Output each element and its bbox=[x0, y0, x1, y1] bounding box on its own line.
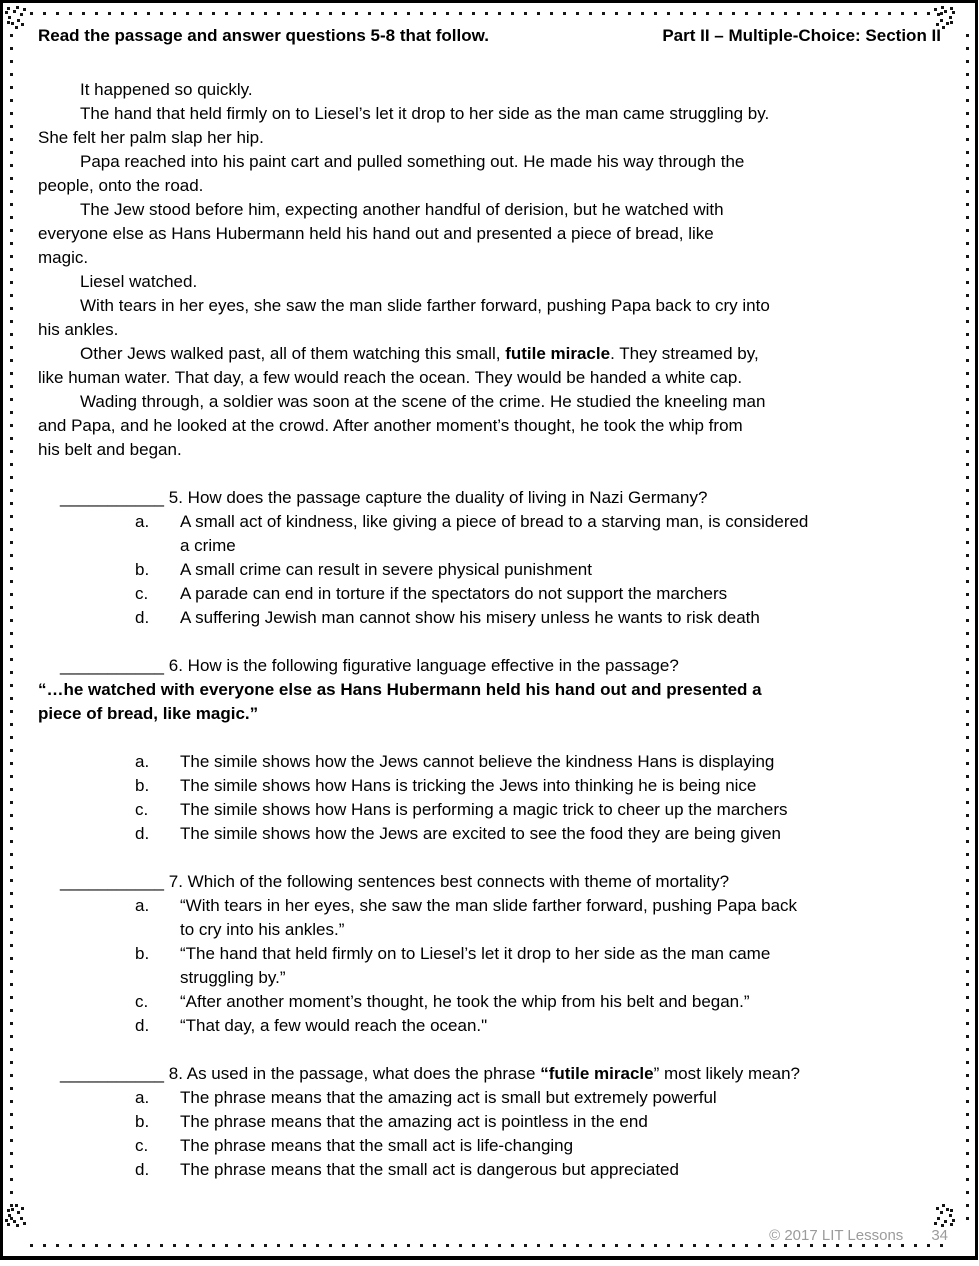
option-text-line: The simile shows how the Jews cannot believe the kindness Hans is displaying bbox=[180, 752, 775, 771]
option-text bbox=[180, 1158, 679, 1182]
option-letter: b. bbox=[135, 560, 150, 579]
option-row bbox=[38, 582, 941, 606]
option-text bbox=[180, 1110, 648, 1134]
options-list bbox=[38, 1086, 941, 1182]
question-number: 6. bbox=[168, 656, 183, 675]
option-text bbox=[180, 558, 592, 582]
option-row bbox=[38, 822, 941, 846]
option-text bbox=[180, 774, 756, 798]
dotted-border-right bbox=[966, 34, 969, 1224]
option-row bbox=[38, 798, 941, 822]
option-text-line: “The hand that held firmly on to Liesel’s let it drop to her side as the man came bbox=[180, 944, 771, 963]
text: his belt and began. bbox=[38, 440, 182, 459]
option-letter: d. bbox=[135, 824, 150, 843]
text: people, onto the road. bbox=[38, 176, 204, 195]
option-text-line: The phrase means that the small act is life-changing bbox=[180, 1136, 574, 1155]
text: everyone else as Hans Hubermann held his hand out and presented a piece of bread, like bbox=[38, 224, 714, 243]
question-prompt bbox=[187, 1064, 800, 1083]
passage-line bbox=[38, 102, 941, 126]
option-text bbox=[180, 606, 760, 630]
option-letter: a. bbox=[135, 512, 150, 531]
answer-blank: ___________ bbox=[60, 656, 165, 675]
options-list bbox=[38, 894, 941, 1038]
passage-line bbox=[38, 270, 941, 294]
question-number: 7. bbox=[168, 872, 183, 891]
text: and Papa, and he looked at the crowd. After another moment’s thought, he took the whip from bbox=[38, 416, 743, 435]
option-row bbox=[38, 558, 941, 582]
option-text-line: A suffering Jewish man cannot show his misery unless he wants to risk death bbox=[180, 608, 760, 627]
answer-blank: ___________ bbox=[60, 872, 165, 891]
question-line bbox=[38, 1062, 941, 1086]
question-7 bbox=[38, 870, 941, 1038]
option-row bbox=[38, 1134, 941, 1158]
option-text bbox=[180, 582, 727, 606]
text: Liesel watched. bbox=[80, 272, 198, 291]
option-letter: c. bbox=[135, 992, 149, 1011]
option-text-line: A parade can end in torture if the spectators do not support the marchers bbox=[180, 584, 728, 603]
passage-line bbox=[38, 198, 941, 222]
option-text-line: struggling by.” bbox=[180, 968, 286, 987]
text: like human water. That day, a few would reach the ocean. They would be handed a white cap. bbox=[38, 368, 743, 387]
option-letter: a. bbox=[135, 752, 150, 771]
option-letter: b. bbox=[135, 776, 150, 795]
passage-line bbox=[38, 366, 941, 390]
question-prompt bbox=[188, 656, 679, 675]
bold-text: futile miracle bbox=[505, 344, 611, 363]
page-footer bbox=[769, 1227, 948, 1245]
page-number: 34 bbox=[931, 1227, 948, 1244]
passage-line bbox=[38, 78, 941, 102]
option-letter: c. bbox=[135, 584, 149, 603]
dotted-border-left bbox=[10, 34, 13, 1224]
answer-blank: ___________ bbox=[60, 488, 165, 507]
option-text-line: The phrase means that the small act is dangerous but appreciated bbox=[180, 1160, 679, 1179]
option-text-line: A small act of kindness, like giving a piece of bread to a starving man, is considered bbox=[180, 512, 809, 531]
options-list bbox=[38, 510, 941, 630]
option-row bbox=[38, 1014, 941, 1038]
questions-list bbox=[38, 486, 941, 1182]
option-text bbox=[180, 1086, 717, 1110]
option-row bbox=[38, 606, 941, 630]
text: The hand that held firmly on to Liesel’s let it drop to her side as the man came struggling by. bbox=[80, 104, 770, 123]
option-letter: b. bbox=[135, 944, 150, 963]
question-line bbox=[38, 870, 941, 894]
passage-line bbox=[38, 222, 941, 246]
dotted-border-top bbox=[30, 12, 949, 15]
text: She felt her palm slap her hip. bbox=[38, 128, 264, 147]
option-text bbox=[180, 990, 750, 1014]
corner-dots-top-left bbox=[7, 7, 10, 10]
option-text-line: “That day, a few would reach the ocean." bbox=[180, 1016, 488, 1035]
question-5 bbox=[38, 486, 941, 630]
text: Which of the following sentences best connects with theme of mortality? bbox=[187, 872, 730, 891]
option-letter: d. bbox=[135, 1160, 150, 1179]
option-letter: c. bbox=[135, 1136, 149, 1155]
option-row bbox=[38, 774, 941, 798]
option-row bbox=[38, 1110, 941, 1134]
corner-dots-bottom-right bbox=[950, 1223, 953, 1226]
option-text-line: a crime bbox=[180, 536, 236, 555]
question-6 bbox=[38, 654, 941, 846]
option-row bbox=[38, 1158, 941, 1182]
text: Other Jews walked past, all of them watching this small, bbox=[80, 344, 506, 363]
passage-line bbox=[38, 414, 941, 438]
option-text-line: A small crime can result in severe physical punishment bbox=[180, 560, 592, 579]
text: . They streamed by, bbox=[610, 344, 759, 363]
text: It happened so quickly. bbox=[80, 80, 253, 99]
passage-line bbox=[38, 438, 941, 462]
option-row bbox=[38, 990, 941, 1014]
options-list bbox=[38, 750, 941, 846]
question-line bbox=[38, 654, 941, 678]
option-text-line: “After another moment’s thought, he took the whip from his belt and began.” bbox=[180, 992, 750, 1011]
corner-dots-bottom-left bbox=[7, 1223, 10, 1226]
option-text-line: The phrase means that the amazing act is small but extremely powerful bbox=[180, 1088, 717, 1107]
text: With tears in her eyes, she saw the man slide farther forward, pushing Papa back to cry into bbox=[80, 296, 770, 315]
question-number: 5. bbox=[168, 488, 183, 507]
instructions-label: Read the passage and answer questions 5-8 that follow. bbox=[38, 26, 489, 45]
option-letter: d. bbox=[135, 1016, 150, 1035]
answer-blank: ___________ bbox=[60, 1064, 165, 1083]
option-text bbox=[180, 894, 797, 942]
text: As used in the passage, what does the phrase bbox=[186, 1064, 541, 1083]
option-text bbox=[180, 1014, 487, 1038]
question-quote-line: piece of bread, like magic.” bbox=[38, 704, 259, 723]
option-text bbox=[180, 798, 788, 822]
passage-line bbox=[38, 246, 941, 270]
option-text bbox=[180, 750, 774, 774]
option-text-line: The simile shows how Hans is tricking the Jews into thinking he is being nice bbox=[180, 776, 757, 795]
text: Papa reached into his paint cart and pulled something out. He made his way through the bbox=[80, 152, 745, 171]
passage-line bbox=[38, 318, 941, 342]
text: How does the passage capture the duality of living in Nazi Germany? bbox=[187, 488, 708, 507]
reading-passage bbox=[38, 78, 941, 462]
question-number: 8. bbox=[168, 1064, 183, 1083]
option-text bbox=[180, 510, 808, 558]
text: The Jew stood before him, expecting another handful of derision, but he watched with bbox=[80, 200, 724, 219]
option-row bbox=[38, 1086, 941, 1110]
option-row bbox=[38, 750, 941, 774]
passage-line bbox=[38, 126, 941, 150]
passage-line bbox=[38, 294, 941, 318]
option-text bbox=[180, 822, 781, 846]
question-line bbox=[38, 486, 941, 510]
passage-line bbox=[38, 150, 941, 174]
text: magic. bbox=[38, 248, 89, 267]
page-header bbox=[38, 24, 941, 48]
option-text bbox=[180, 942, 770, 990]
passage-line bbox=[38, 174, 941, 198]
option-text-line: The phrase means that the amazing act is pointless in the end bbox=[180, 1112, 648, 1131]
bold-text: “futile miracle bbox=[540, 1064, 654, 1083]
option-row bbox=[38, 894, 941, 942]
option-text bbox=[180, 1134, 573, 1158]
option-text-line: “With tears in her eyes, she saw the man slide farther forward, pushing Papa back bbox=[180, 896, 798, 915]
corner-dots-top-right bbox=[950, 7, 953, 10]
text: ” most likely mean? bbox=[653, 1064, 801, 1083]
option-text-line: The simile shows how Hans is performing a magic trick to cheer up the marchers bbox=[180, 800, 788, 819]
section-label: Part II – Multiple-Choice: Section II bbox=[662, 26, 941, 45]
copyright-label: © 2017 LIT Lessons bbox=[769, 1227, 904, 1244]
text: Wading through, a soldier was soon at the scene of the crime. He studied the kneeling man bbox=[80, 392, 766, 411]
option-letter: a. bbox=[135, 1088, 150, 1107]
text: his ankles. bbox=[38, 320, 119, 339]
option-letter: b. bbox=[135, 1112, 150, 1131]
question-prompt bbox=[188, 488, 708, 507]
option-letter: c. bbox=[135, 800, 149, 819]
question-quote-line: “…he watched with everyone else as Hans Hubermann held his hand out and presented a bbox=[38, 680, 762, 699]
option-text-line: The simile shows how the Jews are excited to see the food they are being given bbox=[180, 824, 782, 843]
option-letter: d. bbox=[135, 608, 150, 627]
passage-line bbox=[38, 390, 941, 414]
option-row bbox=[38, 510, 941, 558]
worksheet-page bbox=[38, 24, 941, 1182]
question-8 bbox=[38, 1062, 941, 1182]
option-row bbox=[38, 942, 941, 990]
option-letter: a. bbox=[135, 896, 150, 915]
passage-line bbox=[38, 342, 941, 366]
question-prompt bbox=[188, 872, 729, 891]
text: How is the following figurative language effective in the passage? bbox=[187, 656, 679, 675]
option-text-line: to cry into his ankles.” bbox=[180, 920, 345, 939]
